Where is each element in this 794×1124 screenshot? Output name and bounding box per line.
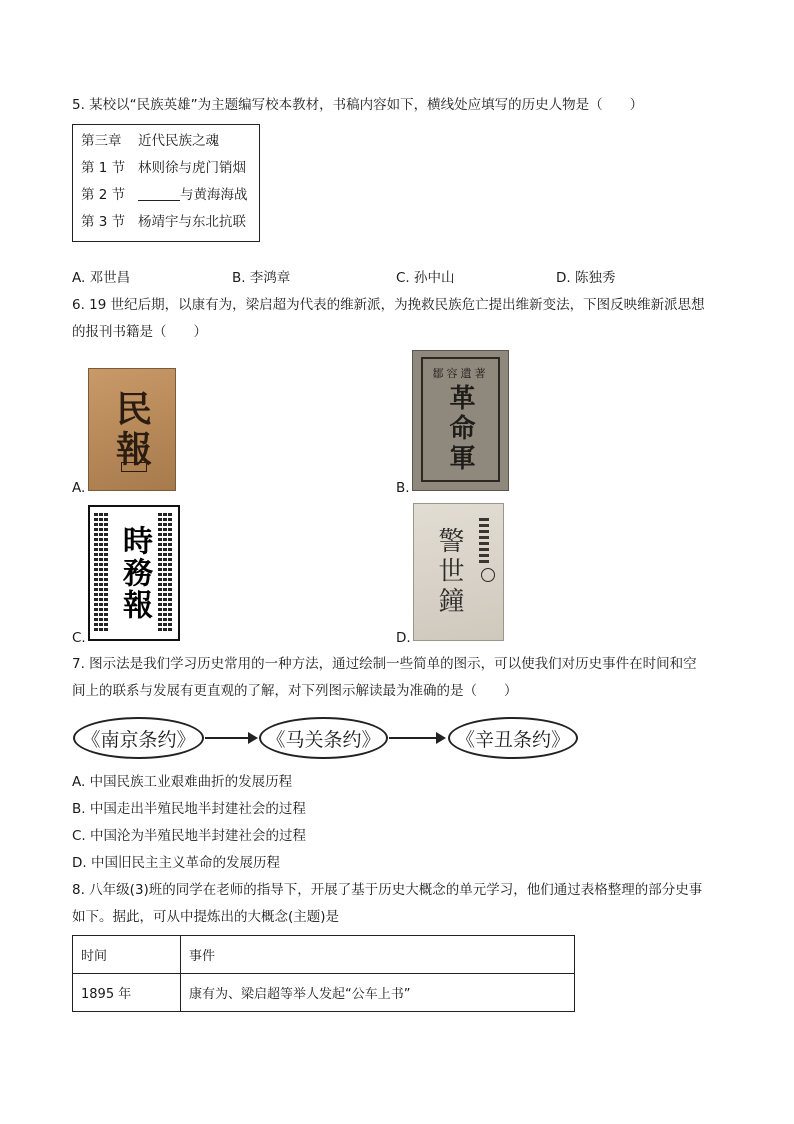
q5-box-row xyxy=(81,131,219,151)
table-cell-time: 1895 年 xyxy=(73,974,181,1012)
q5-box-row xyxy=(81,185,248,205)
text-columns-right xyxy=(158,513,174,633)
q5-box-key: 第 1 节 xyxy=(81,160,126,176)
q6-a-title: 民報 xyxy=(110,389,153,470)
q7-stem-line1: 7. 图示法是我们学习历史常用的一种方法，通过绘制一些简单的图示，可以使我们对历史事件在时间和空 xyxy=(72,656,697,672)
flow-node-maguan-treaty: 《马关条约》 xyxy=(259,717,388,759)
q6-label-b[interactable]: B. xyxy=(396,480,410,496)
arrow-right-icon xyxy=(205,737,256,739)
q6-label-a[interactable]: A. xyxy=(72,480,86,496)
table-cell-event: 康有为、梁启超等举人发起“公车上书” xyxy=(181,974,575,1012)
q5-option-b[interactable]: B. 李鸿章 xyxy=(232,270,291,286)
flow-node-nanjing-treaty: 《南京条约》 xyxy=(73,717,204,759)
q5-box-value: 与黄海海战 xyxy=(180,187,248,203)
q6-image-b-geming-jun[interactable] xyxy=(412,350,509,491)
q6-b-side: 鄒容遺著 xyxy=(432,367,489,380)
q5-option-c[interactable]: C. 孙中山 xyxy=(396,270,455,286)
table-header-row xyxy=(73,936,575,974)
q5-option-d[interactable]: D. 陈独秀 xyxy=(556,270,616,286)
q5-box-row xyxy=(81,158,246,178)
q7-option-c[interactable]: C. 中国沦为半殖民地半封建社会的过程 xyxy=(72,828,307,844)
q6-label-c[interactable]: C. xyxy=(72,630,86,646)
q5-box-row xyxy=(81,212,246,232)
q5-fill-blank xyxy=(138,186,180,201)
seal-icon xyxy=(481,568,495,582)
flow-node-xinchou-treaty: 《辛丑条约》 xyxy=(448,717,578,759)
q6-image-d-jingshizhong[interactable] xyxy=(413,503,504,641)
q5-box-key: 第 2 节 xyxy=(81,187,126,203)
arrow-right-icon xyxy=(389,737,444,739)
seal-icon xyxy=(121,462,147,472)
q6-stem-line1: 6. 19 世纪后期，以康有为，梁启超为代表的维新派，为挽救民族危亡提出维新变法，下图反映维新派思想 xyxy=(72,297,705,313)
q5-textbook-box xyxy=(72,124,260,242)
q6-image-a-minbao[interactable] xyxy=(88,368,176,491)
q7-stem-line2: 间上的联系与发展有更直观的了解，对下列图示解读最为准确的是（ ） xyxy=(72,683,518,699)
q8-events-table xyxy=(72,935,575,1012)
q5-box-key: 第 3 节 xyxy=(81,214,126,230)
q7-option-a[interactable]: A. 中国民族工业艰难曲折的发展历程 xyxy=(72,774,293,790)
q6-label-d[interactable]: D. xyxy=(396,630,411,646)
q5-box-value: 近代民族之魂 xyxy=(138,133,219,149)
table-header-time: 时间 xyxy=(73,936,181,974)
q5-box-key: 第三章 xyxy=(81,133,122,149)
text-columns-left xyxy=(94,513,110,633)
q5-box-value: 杨靖宇与东北抗联 xyxy=(138,214,246,230)
q5-stem: 5. 某校以“民族英雄”为主题编写校本教材，书稿内容如下，横线处应填写的历史人物是（ ） xyxy=(72,97,644,113)
q6-image-c-shiwubao[interactable] xyxy=(88,505,180,641)
q8-stem-line2: 如下。据此，可从中提炼出的大概念(主题)是 xyxy=(72,909,340,925)
q5-option-a[interactable]: A. 邓世昌 xyxy=(72,270,131,286)
q7-option-b[interactable]: B. 中国走出半殖民地半封建社会的过程 xyxy=(72,801,306,817)
q6-stem-line2: 的报刊书籍是（ ） xyxy=(72,324,207,340)
table-header-event: 事件 xyxy=(181,936,575,974)
q6-d-title: 警世鐘 xyxy=(434,527,464,617)
text-columns-right xyxy=(479,518,489,564)
q6-c-title: 時務報 xyxy=(117,525,152,621)
table-row xyxy=(73,974,575,1012)
q7-option-d[interactable]: D. 中国旧民主主义革命的发展历程 xyxy=(72,855,280,871)
q8-stem-line1: 8. 八年级(3)班的同学在老师的指导下，开展了基于历史大概念的单元学习，他们通过表格整理的部分史事 xyxy=(72,882,703,898)
q5-box-value: 林则徐与虎门销烟 xyxy=(138,160,246,176)
q6-b-title: 革命軍 xyxy=(445,383,475,474)
